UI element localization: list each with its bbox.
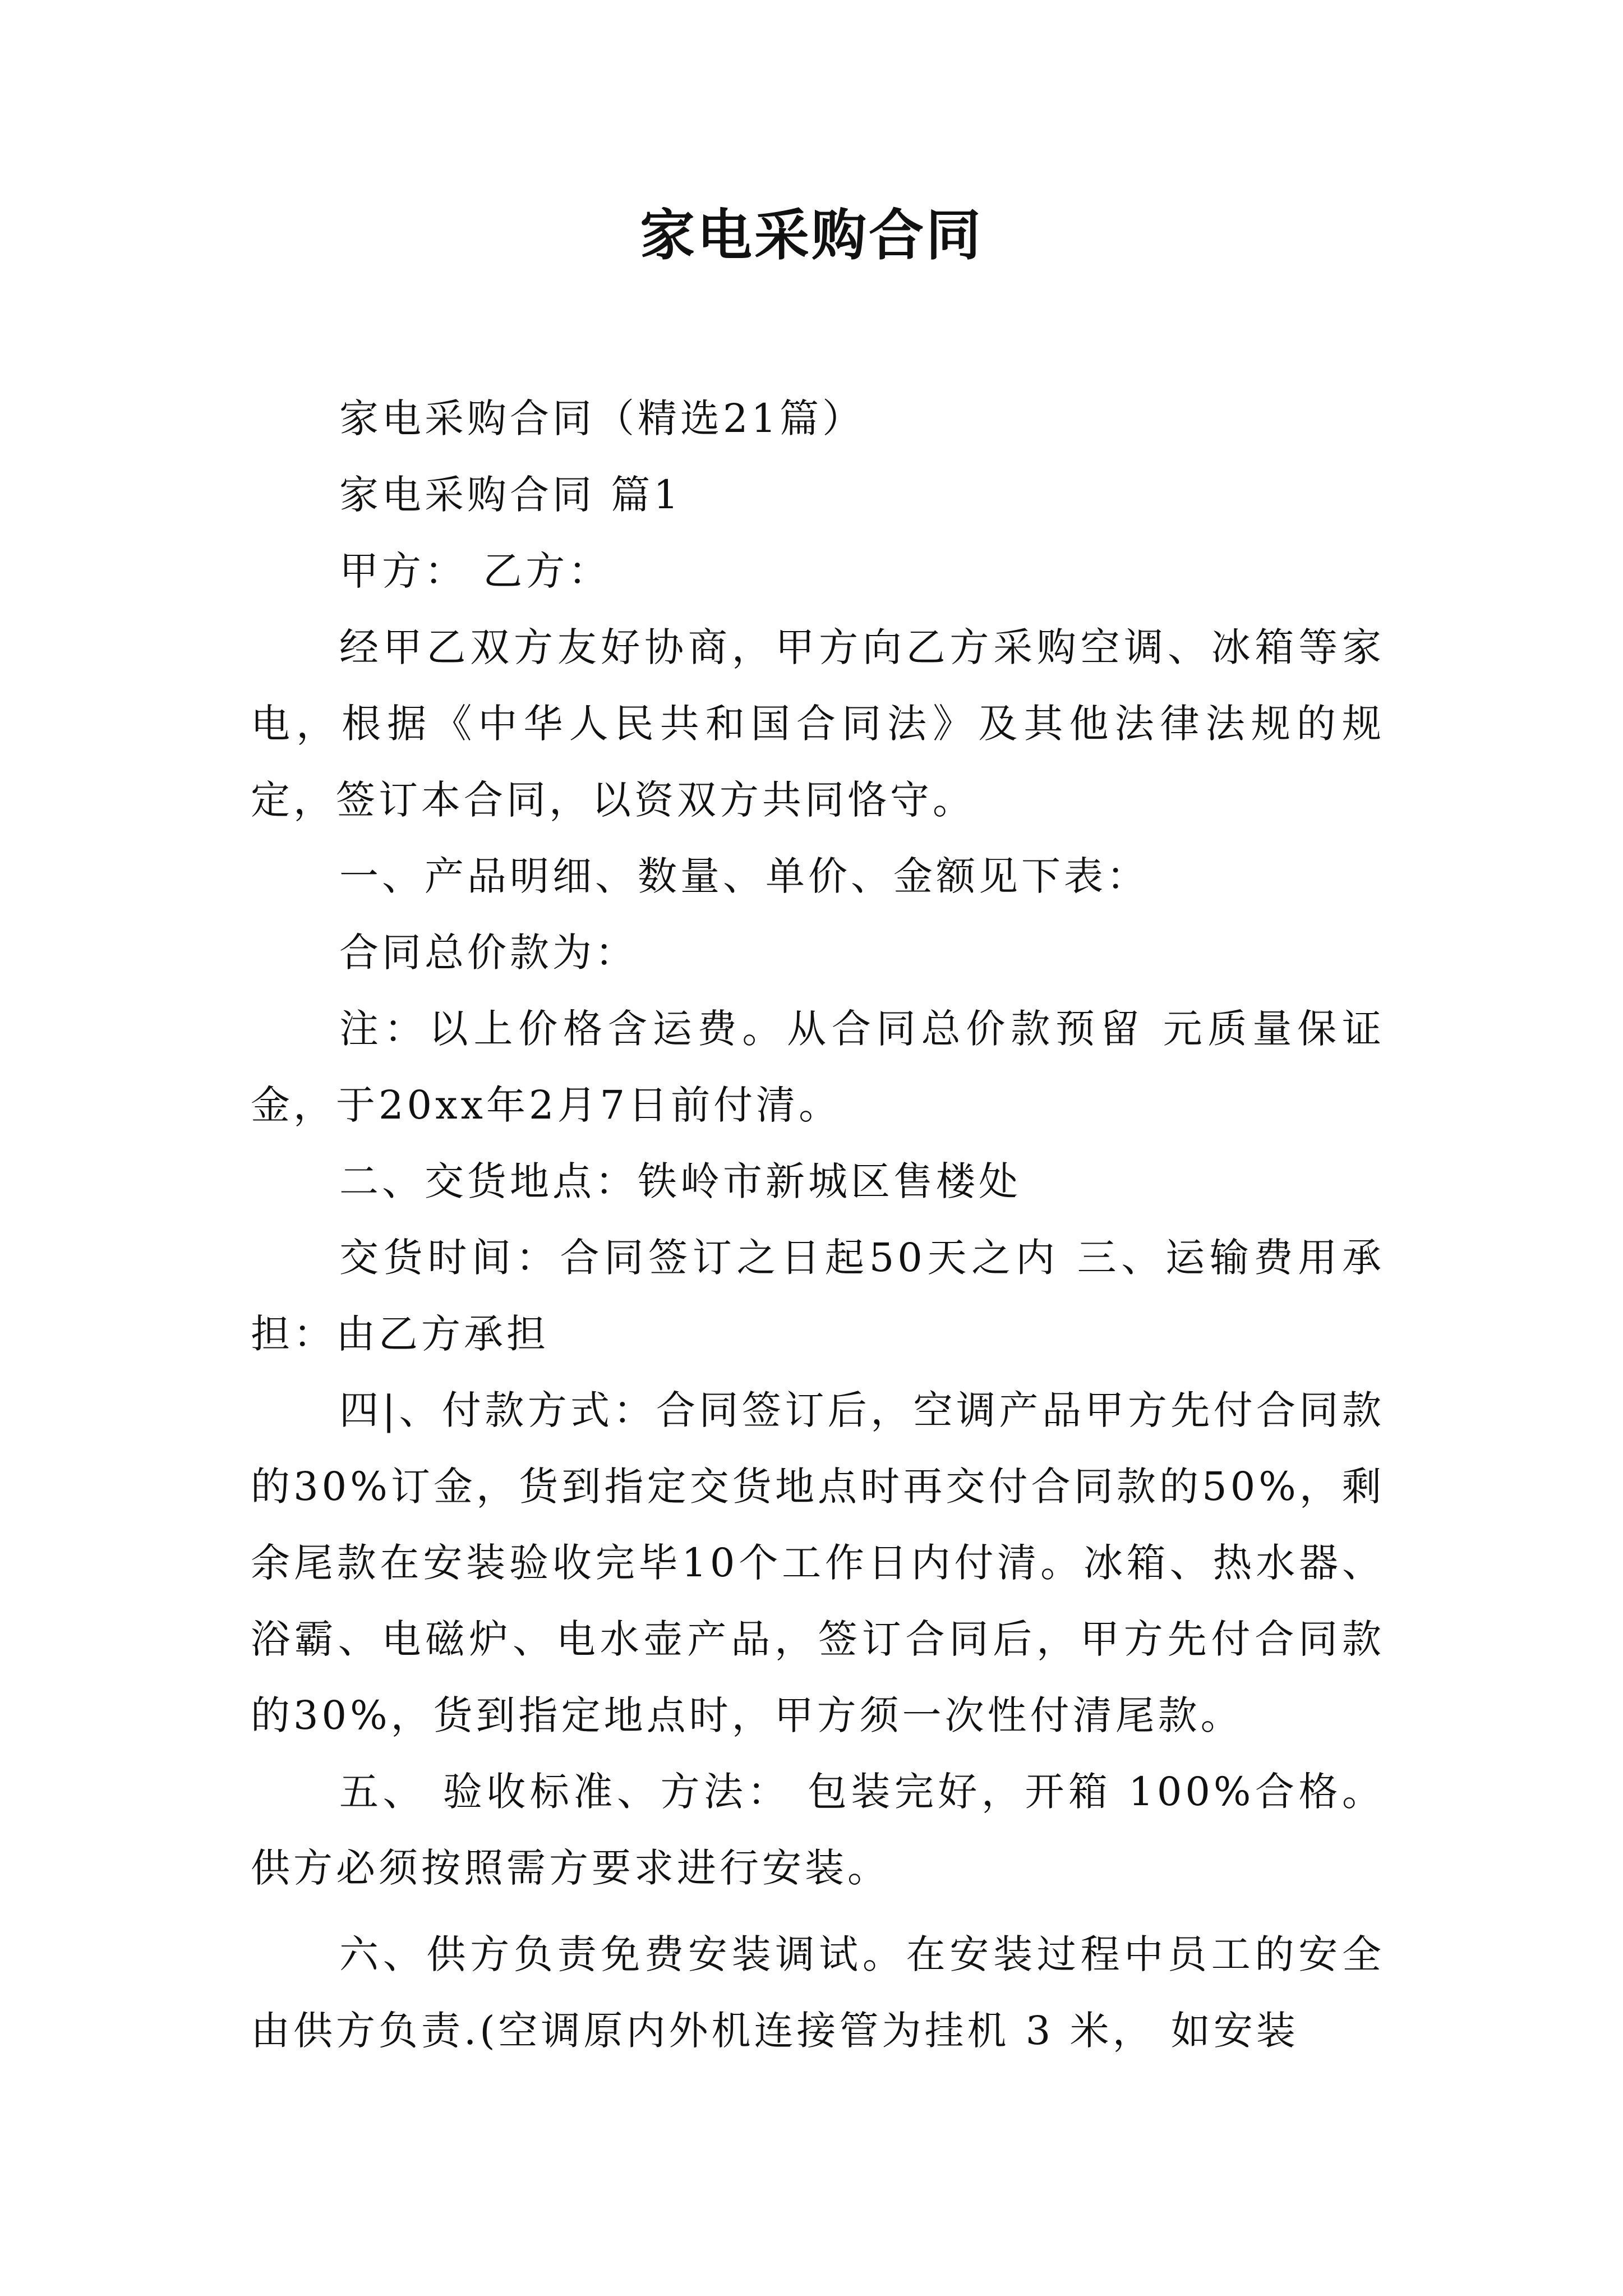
paragraph-clause-5: 五、 验收标准、方法： 包装完好，开箱 100%合格。供方必须按照需方要求进行安装。 bbox=[251, 1769, 1385, 1891]
paragraph-preamble: 经甲乙双方友好协商，甲方向乙方采购空调、冰箱等家电，根据《中华人民共和国合同法》及其他法律法规的规定，签订本合同，以资双方共同恪守。 bbox=[251, 624, 1385, 823]
document-title: 家电采购合同 bbox=[639, 203, 983, 268]
paragraph-subtitle: 家电采购合同（精选21篇） bbox=[339, 395, 865, 441]
paragraph-total-price: 合同总价款为： bbox=[339, 930, 638, 976]
document-body bbox=[251, 380, 1385, 2069]
paragraph-parties: 甲方： 乙方： bbox=[339, 548, 611, 594]
paragraph-note: 注：以上价格含运费。从合同总价款预留 元质量保证金，于20xx年2月7日前付清。 bbox=[251, 1006, 1385, 1128]
paragraph-clause-2: 二、交货地点：铁岭市新城区售楼处 bbox=[339, 1158, 1021, 1204]
paragraph-clause-4: 四|、付款方式：合同签订后，空调产品甲方先付合同款的30%订金，货到指定交货地点时再交付合同款的50%，剩余尾款在安装验收完毕10个工作日内付清。冰箱、热水器、浴霸、电磁炉、电水壶产品，签订合同后，甲方先付合同款的30%，货到指定地点时，甲方须一次性付清尾款。 bbox=[251, 1387, 1385, 1738]
paragraph-clause-6: 六、供方负责免费安装调试。在安装过程中员工的安全由供方负责.(空调原内外机连接管为挂机 3 米， 如安装 bbox=[251, 1931, 1385, 2054]
paragraph-delivery-time: 交货时间：合同签订之日起50天之内 三、运输费用承担：由乙方承担 bbox=[251, 1235, 1385, 1357]
paragraph-section-heading: 家电采购合同 篇1 bbox=[339, 472, 682, 518]
paragraph-clause-1: 一、产品明细、数量、单价、金额见下表： bbox=[339, 853, 1149, 899]
